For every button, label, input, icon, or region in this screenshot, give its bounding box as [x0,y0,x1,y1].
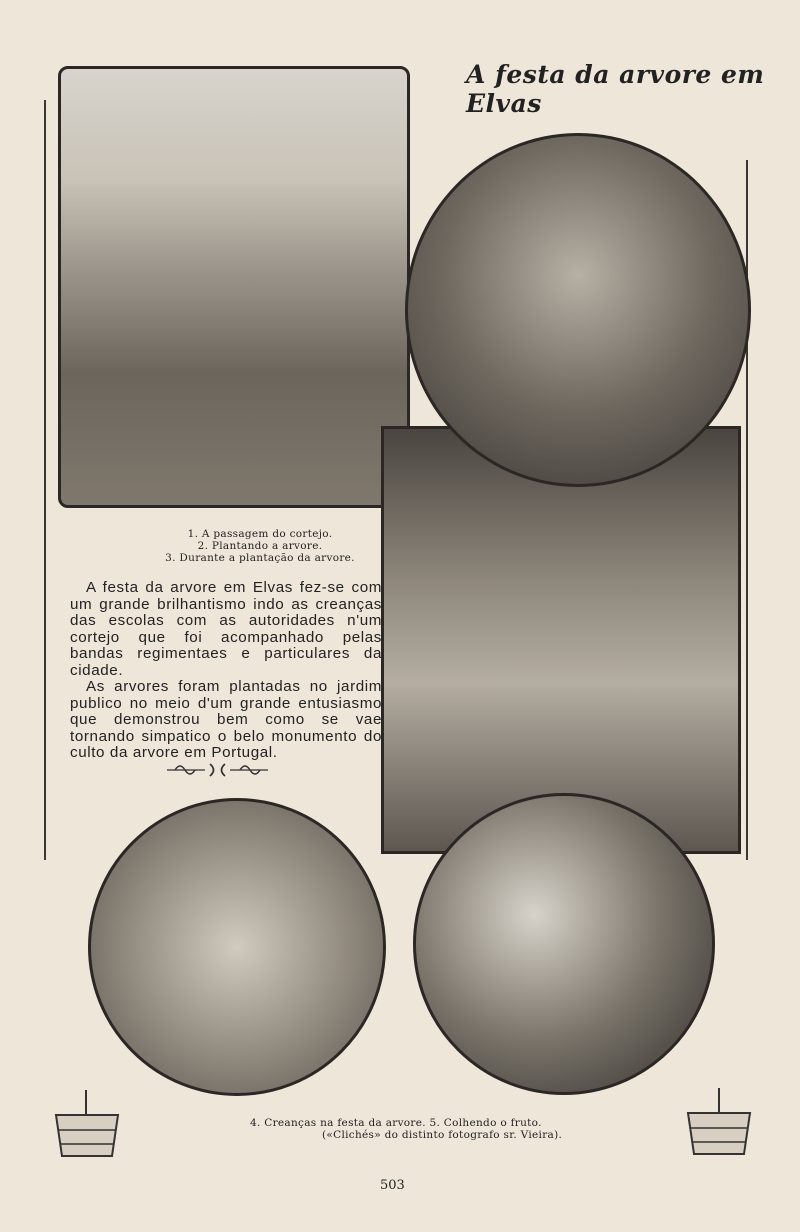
left-ornament-border [44,100,46,860]
caption-line: 3. Durante a plantação da arvore. [165,552,355,564]
page-title: A festa da arvore em Elvas [466,60,765,118]
caption-line: 4. Creanças na festa da arvore. 5. Colhendo o fruto. [250,1117,542,1129]
caption-bottom [250,1117,580,1141]
photo-tree-planting-crowd [381,426,741,854]
photo-procession [58,66,410,508]
page-number: 503 [380,1178,405,1193]
caption-line: 1. A passagem do cortejo. [187,528,333,540]
flower-pot-icon [682,1088,757,1158]
right-ornament-border [746,160,748,860]
photo-planting-tree [405,133,751,487]
flower-pot-icon [50,1090,125,1160]
photo-picking-fruit [413,793,715,1095]
paragraph: A festa da arvore em Elvas fez-se com um grande brilhantismo indo as creanças das escolas com as autoridades n'um cortejo que foi acompanhado pelas bandas regimentaes e particulares da cidade. [70,579,382,679]
caption-top [140,528,380,564]
photo-children [88,798,386,1096]
article-body [70,580,382,762]
decorative-ornament-icon [165,760,270,780]
caption-line: («Clichés» do distinto fotografo sr. Vieira). [322,1129,563,1141]
paragraph: As arvores foram plantadas no jardim publico no meio d'um grande entusiasmo que demonstrou bem como se vae tornando simpatico o belo monumento do culto da arvore em Portugal. [70,678,382,761]
caption-line: 2. Plantando a arvore. [197,540,323,552]
